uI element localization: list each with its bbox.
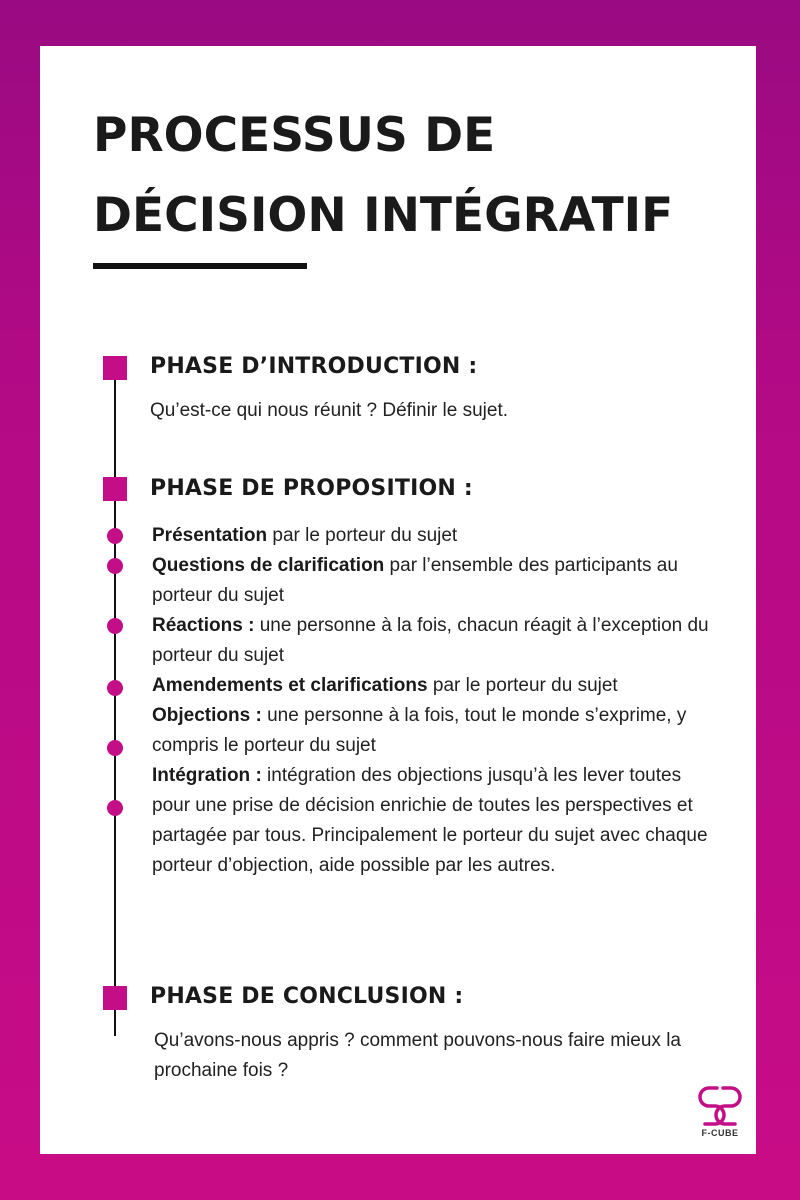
phase-3-text: Qu’avons-nous appris ? comment pouvons-nous faire mieux la prochaine fois ?	[154, 1030, 681, 1081]
phase-1-heading: PHASE D’INTRODUCTION :	[150, 354, 478, 379]
item-bullet-2	[107, 558, 123, 574]
title-line-2: DÉCISION INTÉGRATIF	[93, 188, 674, 243]
item-4-title: Amendements et clarifications	[152, 675, 428, 696]
f-cube-logo	[695, 1084, 745, 1142]
list-item	[152, 551, 712, 611]
item-5-title: Objections :	[152, 705, 262, 726]
item-3-text: une personne à la fois, chacun réagit à l’exception du porteur du sujet	[152, 615, 709, 666]
infographic-card	[40, 46, 756, 1154]
item-4-text: par le porteur du sujet	[427, 675, 618, 696]
item-2-title: Questions de clarification	[152, 555, 385, 576]
title-underline	[93, 263, 307, 269]
item-5-text: une personne à la fois, tout le monde s’exprime, y compris le porteur du sujet	[152, 705, 687, 756]
item-2-text: par l’ensemble des participants au porteur du sujet	[152, 555, 678, 606]
phase-3-marker	[103, 986, 127, 1010]
item-bullet-1	[107, 528, 123, 544]
item-6-text: intégration des objections jusqu’à les lever toutes pour une prise de décision enrichie de toutes les perspectives et partagée par tous. Principalement le porteur du sujet avec chaque porteur d’objection, aide possible par les autres.	[152, 765, 708, 876]
page-title	[93, 96, 673, 256]
list-item	[152, 521, 712, 551]
phase-1-text: Qu’est-ce qui nous réunit ? Définir le sujet.	[150, 400, 509, 421]
item-bullet-6	[107, 800, 123, 816]
item-1-text: par le porteur du sujet	[267, 525, 458, 546]
list-item	[152, 701, 712, 761]
list-item	[152, 611, 712, 671]
timeline-line	[114, 368, 116, 1036]
phase-3-heading: PHASE DE CONCLUSION :	[150, 984, 464, 1009]
f-cube-logo-icon	[695, 1084, 745, 1128]
item-1-title: Présentation	[152, 525, 268, 546]
phase-1-marker	[103, 356, 127, 380]
item-6-title: Intégration :	[152, 765, 262, 786]
logo-text: F-CUBE	[701, 1128, 739, 1138]
item-bullet-4	[107, 680, 123, 696]
proposition-items	[152, 521, 712, 881]
list-item	[152, 761, 712, 881]
item-bullet-3	[107, 618, 123, 634]
item-3-title: Réactions :	[152, 615, 255, 636]
item-bullet-5	[107, 740, 123, 756]
list-item	[152, 671, 712, 701]
phase-2-marker	[103, 477, 127, 501]
phase-2-heading: PHASE DE PROPOSITION :	[150, 476, 473, 501]
title-line-1: PROCESSUS DE	[93, 108, 496, 163]
